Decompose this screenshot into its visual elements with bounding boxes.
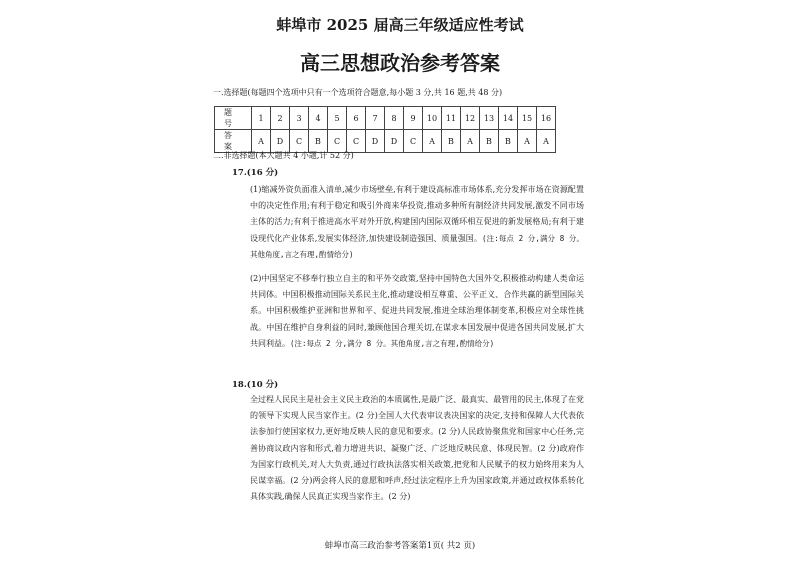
question-number-cell: 14	[499, 107, 518, 130]
question-number-cell: 2	[271, 107, 290, 130]
answer-table	[214, 106, 556, 153]
question-number-cell: 8	[385, 107, 404, 130]
exam-title: 蚌埠市 2025 届高三年级适应性考试	[276, 16, 524, 34]
answer-cell: A	[537, 130, 556, 153]
answer-label: 答 案	[215, 130, 252, 153]
question-number-cell: 16	[537, 107, 556, 130]
question-number-cell: 5	[328, 107, 347, 130]
question-number-cell: 9	[404, 107, 423, 130]
question-number-label: 题 号	[215, 107, 252, 130]
question-17-part-2-note: (注:每点 2 分,满分 8 分。其他角度,言之有理,酌情给分)	[290, 338, 495, 348]
question-number-cell: 11	[442, 107, 461, 130]
question-17-part-2	[250, 271, 584, 352]
question-number-cell: 15	[518, 107, 537, 130]
answer-cell: C	[290, 130, 309, 153]
question-number-cell: 13	[480, 107, 499, 130]
page-footer: 蚌埠市高三政治参考答案第1页( 共2 页)	[324, 541, 476, 551]
question-17-label: 17.(16 分)	[232, 168, 279, 178]
answer-cell: B	[480, 130, 499, 153]
answer-cell: B	[499, 130, 518, 153]
question-number-cell: 12	[461, 107, 480, 130]
question-18-answer: 全过程人民民主是社会主义民主政治的本质属性,是最广泛、最真实、最管用的民主,体现了在党的领导下实现人民当家作主。(2 分)全国人大代表审议表决国家的决定,支持和保障人大代表依法参加行使国家权力,更好地反映人民的意见和要求。(2 分)人民政协聚焦党和国家中心任务,完善协商议政内容和形式,着力增进共识、凝聚广泛、广泛地反映民意、体现民智。(2 分)政府作为国家行政机关,对人大负责,通过行政执法落实相关政策,把党和人民赋予的权力始终用来为人民谋幸福。(2 分)两会将人民的意愿和呼声,经过法定程序上升为国家政策,并通过政权体系转化具体实践,确保人民真正实现当家作主。(2 分)	[250, 395, 584, 502]
question-17-part-1	[250, 182, 584, 263]
answer-cell: C	[347, 130, 366, 153]
question-17-part-1-note: (注:每点 2 分,满分 8 分。其他角度,言之有理,酌情给分)	[250, 233, 584, 259]
question-18-label: 18.(10 分)	[232, 380, 279, 390]
question-number-cell: 7	[366, 107, 385, 130]
answer-cell: A	[252, 130, 271, 153]
question-number-cell: 10	[423, 107, 442, 130]
answer-cell: C	[404, 130, 423, 153]
question-number-cell: 3	[290, 107, 309, 130]
answer-cell: A	[423, 130, 442, 153]
answer-cell: C	[328, 130, 347, 153]
question-number-cell: 1	[252, 107, 271, 130]
answer-cell: A	[518, 130, 537, 153]
answer-cell: B	[309, 130, 328, 153]
question-number-cell: 4	[309, 107, 328, 130]
table-row	[215, 107, 556, 130]
page-title: 高三思想政治参考答案	[300, 51, 500, 75]
section1-heading: 一.选择题(每题四个选项中只有一个选项符合题意,每小题 3 分,共 16 题,共 48 分)	[213, 88, 503, 97]
answer-cell: A	[461, 130, 480, 153]
question-17-part-1-text: (1)缩减外资负面准入清单,减少市场壁垒,有利于建设高标准市场体系,充分发挥市场在资源配置中的决定性作用;有利于稳定和吸引外商来华投资,推动多种所有制经济共同发展,激发不同市场主体的活力;有利于推进高水平对外开放,构建国内国际双循环相互促进的新发展格局;有利于建设现代化产业体系,发展实体经济,加快建设制造强国、质量强国。	[250, 185, 584, 243]
section2-heading: 二.非选择题(本大题共 4 小题,计 52 分)	[213, 151, 354, 160]
answer-cell: D	[366, 130, 385, 153]
question-number-cell: 6	[347, 107, 366, 130]
answer-cell: D	[271, 130, 290, 153]
answer-cell: D	[385, 130, 404, 153]
question-17-part-2-text: (2)中国坚定不移奉行独立自主的和平外交政策,坚持中国特色大国外交,积极推动构建人类命运共同体。中国积极推动国际关系民主化,推动建设相互尊重、公平正义、合作共赢的新型国际关系。中国积极维护亚洲和世界和平、促进共同发展,推进全球治理体制变革,积极应对全球性挑战。中国在维护自身利益的同时,兼顾他国合理关切,在谋求本国发展中促进各国共同发展,扩大共同利益。	[250, 274, 584, 348]
answer-cell: B	[442, 130, 461, 153]
